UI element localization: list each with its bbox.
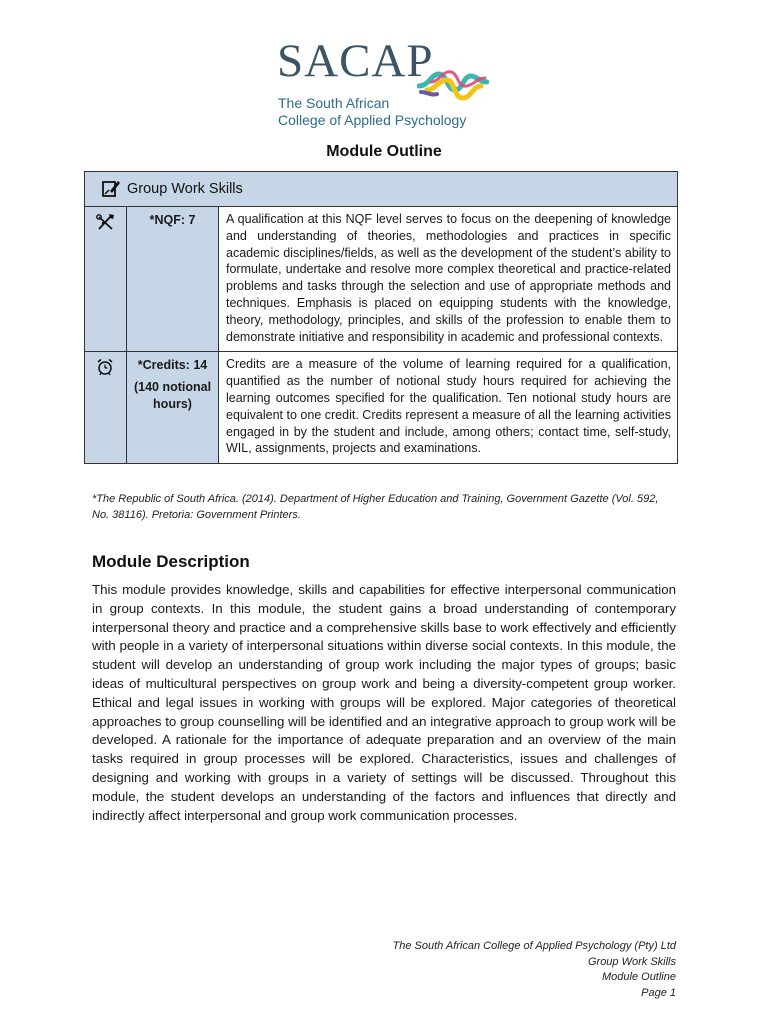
footer-page-number: Page 1: [641, 986, 676, 999]
page-title: Module Outline: [326, 143, 442, 160]
table-row: [85, 207, 678, 352]
sacap-logo: [277, 35, 492, 130]
footer-doc-type: Module Outline: [602, 971, 676, 983]
table-row: [85, 352, 678, 464]
module-description-heading: Module Description: [92, 552, 250, 571]
table-header-row: [85, 172, 678, 207]
footer-institution: The South African College of Applied Psychology (Pty) Ltd: [392, 940, 676, 952]
tools-icon: [96, 213, 116, 231]
footnote: *The Republic of South Africa. (2014). Department of Higher Education and Training, Government Gazette (Vol. 592, No. 38116). Pretoria: Government Printers.: [92, 493, 659, 521]
module-name: Group Work Skills: [127, 181, 243, 197]
logo-subtitle-line2: College of Applied Psychology: [278, 112, 467, 128]
credits-label: *Credits: 14: [137, 358, 208, 373]
nqf-description: A qualification at this NQF level serves to focus on the deepening of knowledge and understanding of theories, methodologies and practices in specific academic disciplines/fields, as well as the development of the student’s ability to formulate, undertake and resolve more complex theoretical and practice-related problems and tasks through the selection and use of appropriate methods and techniques. Emphasis is placed on equipping students with the knowledge, theory, methodology, principles, and skills of the profession to enable them to demonstrate initiative and responsibility in academic and professional contexts.: [219, 207, 678, 352]
page-footer: [392, 939, 676, 1001]
logo-wordmark: SACAP: [277, 35, 434, 87]
logo-wave-graphic: [417, 60, 489, 104]
credits-sublabel: (140 notional hours): [133, 380, 212, 412]
nqf-label: *NQF: 7: [149, 213, 196, 227]
footer-module: Group Work Skills: [587, 955, 676, 968]
module-description-body: This module provides knowledge, skills and capabilities for effective interpersonal communication in group contexts. In this module, the student gains a broad understanding of contemporary interpersonal theory and practice and a comprehensive skills base to work effectively and efficiently with people in a variety of interpersonal situations within diverse social contexts. In this module, the student will develop an understanding of group work including the major types of groups; basic ideas of multicultural perspectives on group work and being a diversity-competent group worker. Ethical and legal issues in working with groups will be explored. Major categories of theoretical approaches to group counselling will be identified and an integrative approach to group work will be developed. A rationale for the importance of adequate preparation and an overview of the main tasks required in group processes will be explored. Characteristics, issues and challenges of designing and working with groups in a variety of settings will be discussed. Throughout this module, the student develops an understanding of the factors and influences that directly and indirectly affect interpersonal and group work communication processes.: [92, 582, 676, 823]
credits-description: Credits are a measure of the volume of learning required for a qualification, quantified as the number of notional study hours required for achieving the learning outcomes specified for the qualification. Ten notional study hours are equivalent to one credit. Credits represent a measure of all the learning activities engaged in by the student and include, among others; contact time, self-study, WIL, assignments, projects and examinations.: [219, 352, 678, 464]
module-outline-table: [84, 171, 678, 464]
logo-subtitle-line1: The South African: [278, 95, 390, 111]
pencil-paper-icon: [101, 179, 121, 199]
alarm-clock-icon: [96, 358, 114, 376]
